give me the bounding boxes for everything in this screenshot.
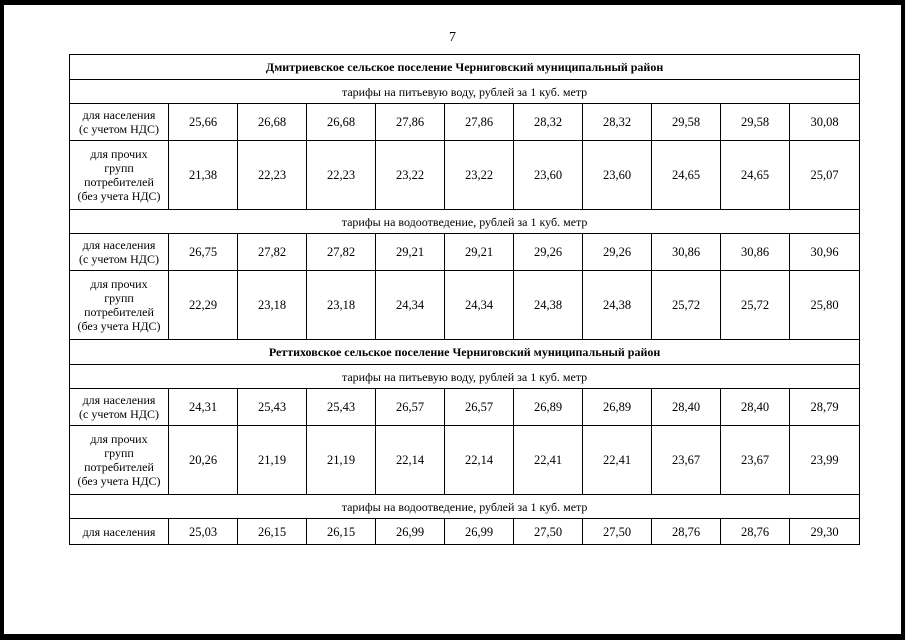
tariff-value-cell: 23,99 [790,426,860,495]
subsection-title: тарифы на питьевую воду, рублей за 1 куб. метр [70,365,860,389]
tariff-value-cell: 23,67 [721,426,790,495]
tariff-value-cell: 30,86 [652,234,721,271]
scan-border-bottom [0,634,905,640]
tariff-value-cell: 28,76 [721,519,790,545]
tariff-value-cell: 24,38 [514,271,583,340]
tariff-value-cell: 25,80 [790,271,860,340]
section-title: Дмитриевское сельское поселение Черниговский муниципальный район [70,55,860,80]
tariff-value-cell: 26,99 [445,519,514,545]
tariff-value-cell: 24,34 [376,271,445,340]
tariff-value-cell: 24,34 [445,271,514,340]
tariff-value-cell: 27,82 [238,234,307,271]
tariff-value-cell: 25,07 [790,141,860,210]
tariff-value-cell: 28,32 [514,104,583,141]
section-header-row [70,55,860,80]
tariff-value-cell: 25,43 [307,389,376,426]
page-number: 7 [449,30,456,45]
tariff-value-cell: 24,31 [169,389,238,426]
scan-border-right [901,0,905,640]
tariff-value-cell: 26,15 [238,519,307,545]
tariff-value-cell: 26,57 [445,389,514,426]
tariff-value-cell: 22,23 [238,141,307,210]
tariff-value-cell: 28,40 [721,389,790,426]
tariff-row [70,519,860,545]
tariff-value-cell: 27,86 [376,104,445,141]
tariff-value-cell: 23,18 [238,271,307,340]
subsection-header-row [70,495,860,519]
tariff-value-cell: 24,65 [652,141,721,210]
scan-border-left [0,0,4,640]
tariff-value-cell: 28,76 [652,519,721,545]
tariff-value-cell: 26,89 [514,389,583,426]
consumer-group-label: для прочих групп потребителей (без учета НДС) [70,271,169,340]
subsection-header-row [70,365,860,389]
consumer-group-label: для населения (с учетом НДС) [70,389,169,426]
tariff-value-cell: 29,58 [721,104,790,141]
tariff-value-cell: 21,19 [307,426,376,495]
tariff-row [70,141,860,210]
tariff-value-cell: 26,57 [376,389,445,426]
tariff-table [69,54,860,545]
subsection-header-row [70,210,860,234]
tariff-value-cell: 22,14 [445,426,514,495]
tariff-row [70,234,860,271]
tariff-value-cell: 29,21 [445,234,514,271]
tariff-value-cell: 25,72 [652,271,721,340]
tariff-value-cell: 23,67 [652,426,721,495]
subsection-title: тарифы на питьевую воду, рублей за 1 куб. метр [70,80,860,104]
tariff-value-cell: 21,38 [169,141,238,210]
tariff-value-cell: 28,32 [583,104,652,141]
tariff-value-cell: 30,86 [721,234,790,271]
tariff-value-cell: 23,18 [307,271,376,340]
tariff-value-cell: 29,26 [583,234,652,271]
tariff-value-cell: 26,68 [238,104,307,141]
tariff-value-cell: 25,66 [169,104,238,141]
consumer-group-label: для населения (с учетом НДС) [70,104,169,141]
tariff-value-cell: 26,68 [307,104,376,141]
tariff-value-cell: 28,79 [790,389,860,426]
tariff-value-cell: 22,41 [514,426,583,495]
tariff-value-cell: 27,86 [445,104,514,141]
tariff-row [70,271,860,340]
scan-border-top [0,0,905,5]
consumer-group-label: для прочих групп потребителей (без учета НДС) [70,141,169,210]
tariff-value-cell: 30,08 [790,104,860,141]
tariff-value-cell: 26,99 [376,519,445,545]
tariff-value-cell: 23,22 [445,141,514,210]
tariff-value-cell: 21,19 [238,426,307,495]
subsection-header-row [70,80,860,104]
tariff-value-cell: 29,21 [376,234,445,271]
section-title: Реттиховское сельское поселение Черниговский муниципальный район [70,340,860,365]
tariff-value-cell: 23,60 [514,141,583,210]
tariff-value-cell: 23,22 [376,141,445,210]
tariff-value-cell: 25,03 [169,519,238,545]
tariff-value-cell: 28,40 [652,389,721,426]
tariff-value-cell: 26,15 [307,519,376,545]
tariff-value-cell: 26,89 [583,389,652,426]
tariff-value-cell: 22,23 [307,141,376,210]
tariff-value-cell: 22,14 [376,426,445,495]
tariff-value-cell: 20,26 [169,426,238,495]
tariff-value-cell: 29,58 [652,104,721,141]
consumer-group-label: для прочих групп потребителей (без учета НДС) [70,426,169,495]
tariff-value-cell: 24,65 [721,141,790,210]
tariff-value-cell: 25,43 [238,389,307,426]
tariff-row [70,104,860,141]
tariff-value-cell: 23,60 [583,141,652,210]
tariff-row [70,389,860,426]
subsection-title: тарифы на водоотведение, рублей за 1 куб. метр [70,495,860,519]
tariff-value-cell: 24,38 [583,271,652,340]
tariff-value-cell: 26,75 [169,234,238,271]
subsection-title: тарифы на водоотведение, рублей за 1 куб. метр [70,210,860,234]
consumer-group-label: для населения [70,519,169,545]
tariff-row [70,426,860,495]
tariff-value-cell: 22,41 [583,426,652,495]
tariff-value-cell: 29,30 [790,519,860,545]
tariff-value-cell: 27,50 [583,519,652,545]
tariff-value-cell: 27,50 [514,519,583,545]
tariff-value-cell: 30,96 [790,234,860,271]
tariff-value-cell: 25,72 [721,271,790,340]
tariff-value-cell: 27,82 [307,234,376,271]
section-header-row [70,340,860,365]
tariff-value-cell: 29,26 [514,234,583,271]
tariff-value-cell: 22,29 [169,271,238,340]
consumer-group-label: для населения (с учетом НДС) [70,234,169,271]
